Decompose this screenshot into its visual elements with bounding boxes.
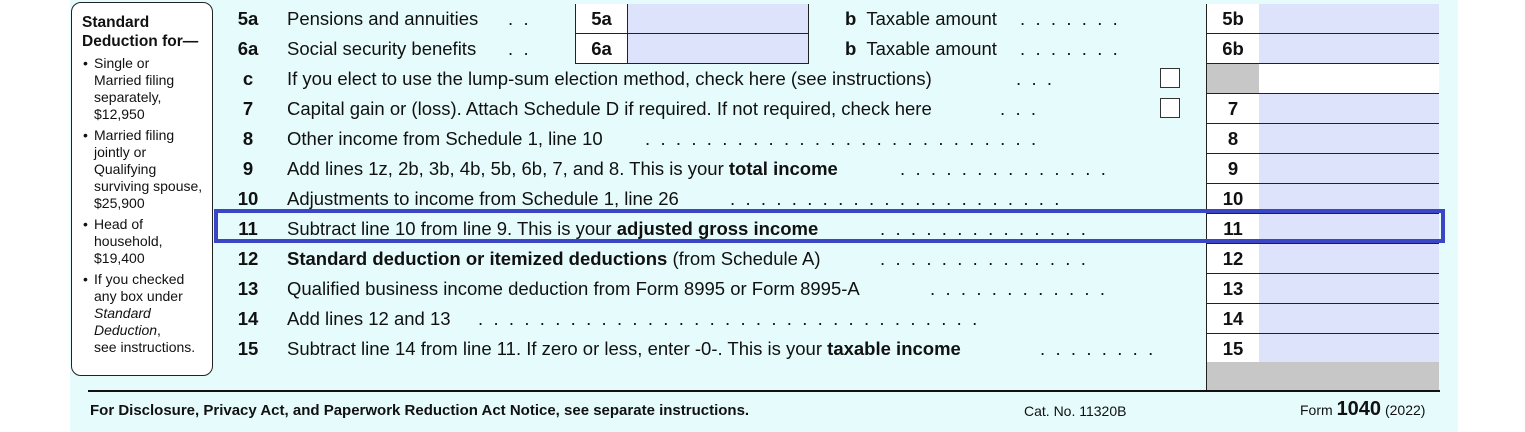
desc-text: Subtract line 10 from line 9. This is your xyxy=(287,218,617,239)
sidebar-text: Deduction xyxy=(94,322,158,338)
form-id xyxy=(1300,398,1425,421)
line-number: 7 xyxy=(242,98,254,119)
sidebar-text: If you checked xyxy=(94,271,185,287)
leader-dots: ....... xyxy=(1020,38,1129,59)
line-12-amount-input[interactable] xyxy=(1259,244,1439,274)
line-description: Capital gain or (loss). Attach Schedule D if required. If not required, check here xyxy=(287,98,932,119)
sidebar-text: separately, xyxy=(94,89,162,105)
line-description xyxy=(287,154,838,184)
line-box-15: 15 xyxy=(1206,334,1259,364)
sidebar-text: household, xyxy=(94,233,163,249)
taxable-amount-label xyxy=(845,4,997,34)
line-description: Qualified business income deduction from Form 8995 or Form 8995-A xyxy=(287,278,860,299)
sidebar-text: jointly or xyxy=(94,144,147,160)
leader-dots: ... xyxy=(1016,68,1063,89)
line-box-6b: 6b xyxy=(1206,34,1259,64)
social-security-amount-input[interactable] xyxy=(628,34,809,64)
line-description: Other income from Schedule 1, line 10 xyxy=(287,128,603,149)
grey-filler-cell xyxy=(1206,362,1439,390)
desc-bold: adjusted gross income xyxy=(616,218,819,239)
leader-dots: .......................... xyxy=(645,128,1047,149)
line-box-14: 14 xyxy=(1206,304,1259,334)
leader-dots: ........ xyxy=(1040,338,1164,359)
line-box-11: 11 xyxy=(1206,214,1259,244)
desc-text: Subtract line 14 from line 11. If zero or less, enter -0-. This is your xyxy=(287,338,828,359)
sidebar-text: Standard xyxy=(94,305,151,321)
sub-letter: b xyxy=(845,38,857,59)
desc-bold: taxable income xyxy=(827,338,961,359)
line-15-amount-input[interactable] xyxy=(1259,334,1439,364)
sidebar-text: Married filing xyxy=(94,72,175,88)
line-number: 8 xyxy=(242,128,254,149)
line-number: 14 xyxy=(237,308,259,329)
line-13-amount-input[interactable] xyxy=(1259,274,1439,304)
line-number: 12 xyxy=(237,248,259,269)
sidebar-text: $12,950 xyxy=(94,106,145,122)
sidebar-text: any box under xyxy=(94,288,183,304)
sidebar-title-line1: Standard xyxy=(82,14,150,31)
sidebar-title-line2: Deduction for— xyxy=(82,33,199,50)
lump-sum-election-checkbox[interactable] xyxy=(1160,68,1180,88)
sidebar-text: , xyxy=(157,322,161,338)
sidebar-text: surviving spouse, xyxy=(94,178,203,194)
line-number: 5a xyxy=(237,8,259,29)
sidebar-text: Married filing xyxy=(94,127,175,143)
line-description: If you elect to use the lump-sum election method, check here (see instructions) xyxy=(287,68,932,89)
desc-bold: Standard deduction or itemized deductions xyxy=(287,248,668,269)
line-number: 9 xyxy=(242,158,254,179)
box-label-6a: 6a xyxy=(575,34,628,64)
line-box-13: 13 xyxy=(1206,274,1259,304)
line-6c-blank xyxy=(1259,64,1439,94)
line-11-highlight xyxy=(214,209,1445,243)
footer-rule xyxy=(88,390,1440,392)
line-description xyxy=(287,334,961,364)
line-box-8: 8 xyxy=(1206,124,1259,154)
line-description: Add lines 12 and 13 xyxy=(287,308,451,329)
line-description: Pensions and annuities xyxy=(287,8,479,29)
leader-dots: .............. xyxy=(880,248,1097,269)
line-box-10: 10 xyxy=(1206,184,1259,214)
sub-description: Taxable amount xyxy=(866,8,997,29)
sidebar-text: Qualifying xyxy=(94,161,157,177)
line-description: Adjustments to income from Schedule 1, line 26 xyxy=(287,188,679,209)
line-5b-amount-input[interactable] xyxy=(1259,4,1439,34)
sidebar-text: see instructions. xyxy=(94,339,196,355)
line-14-amount-input[interactable] xyxy=(1259,304,1439,334)
leader-dots: ................................. xyxy=(478,308,988,329)
line-8-amount-input[interactable] xyxy=(1259,124,1439,154)
leader-dots: ... xyxy=(1000,98,1047,119)
pensions-amount-input[interactable] xyxy=(628,4,809,34)
form-year: (2022) xyxy=(1384,402,1426,418)
desc-bold: total income xyxy=(728,158,838,179)
sidebar-text: $19,400 xyxy=(94,250,145,266)
line-9-amount-input[interactable] xyxy=(1259,154,1439,184)
taxable-amount-label xyxy=(845,34,997,64)
line-box-12: 12 xyxy=(1206,244,1259,274)
line-description: Social security benefits xyxy=(287,38,477,59)
leader-dots: .. xyxy=(508,38,539,59)
line-box-6c-grey xyxy=(1206,64,1259,94)
box-label-5a: 5a xyxy=(575,4,628,34)
line-number: 15 xyxy=(237,338,259,359)
privacy-notice: For Disclosure, Privacy Act, and Paperwork Reduction Act Notice, see separate instructions. xyxy=(90,402,750,419)
catalog-number: Cat. No. 11320B xyxy=(1024,403,1127,419)
sub-letter: b xyxy=(845,8,857,29)
line-description xyxy=(287,244,821,274)
line-box-5b: 5b xyxy=(1206,4,1259,34)
leader-dots: ............ xyxy=(930,278,1116,299)
leader-dots: .............. xyxy=(900,158,1117,179)
desc-text: (from Schedule A) xyxy=(667,248,821,269)
sidebar-text: Head of xyxy=(94,216,144,232)
line-number: 11 xyxy=(238,218,258,239)
leader-dots: ...................... xyxy=(730,188,1070,209)
sub-description: Taxable amount xyxy=(866,38,997,59)
capital-gain-checkbox[interactable] xyxy=(1160,98,1180,118)
line-7-amount-input[interactable] xyxy=(1259,94,1439,124)
line-number: c xyxy=(242,68,254,89)
line-box-7: 7 xyxy=(1206,94,1259,124)
leader-dots: ....... xyxy=(1020,8,1129,29)
desc-text: Add lines 1z, 2b, 3b, 4b, 5b, 6b, 7, and 8. This is your xyxy=(287,158,729,179)
line-box-9: 9 xyxy=(1206,154,1259,184)
form-prefix: Form xyxy=(1300,402,1333,418)
line-number: 13 xyxy=(237,278,259,299)
line-number: 10 xyxy=(237,188,259,209)
form-number: 1040 xyxy=(1336,398,1382,420)
sidebar-text: $25,900 xyxy=(94,195,145,211)
line-6b-amount-input[interactable] xyxy=(1259,34,1439,64)
leader-dots: .. xyxy=(508,8,539,29)
leader-dots: .............. xyxy=(880,218,1097,239)
line-number: 6a xyxy=(237,38,259,59)
sidebar-text: Single or xyxy=(94,55,150,71)
